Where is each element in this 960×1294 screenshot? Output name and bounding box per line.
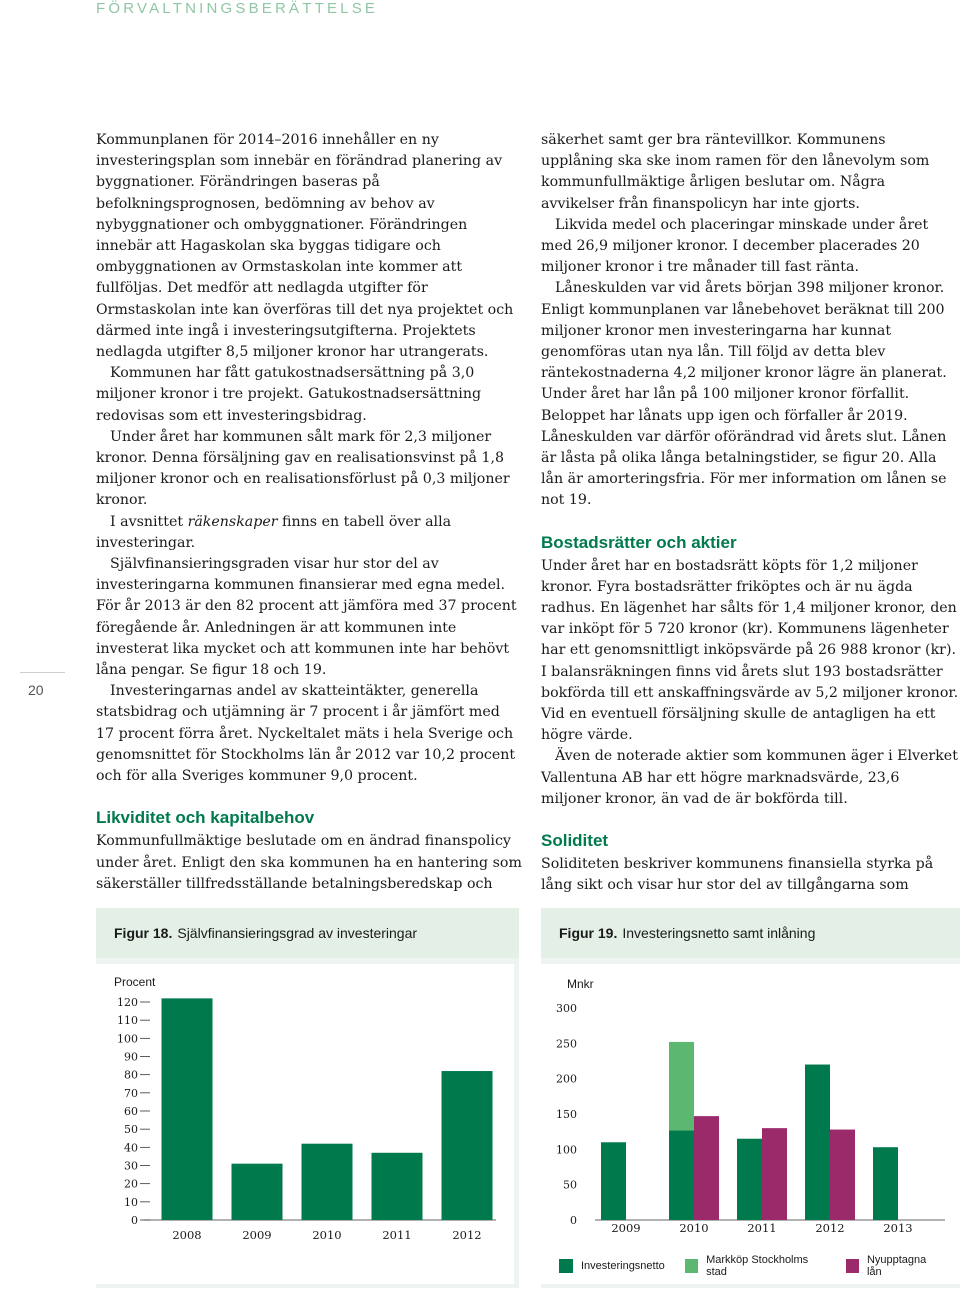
figure-18-chart-area	[96, 964, 514, 1284]
bar-2009	[232, 1164, 283, 1220]
x-tick-label: 2009	[242, 1228, 272, 1242]
x-tick-label: 2009	[611, 1221, 641, 1234]
legend-item	[685, 1254, 826, 1278]
bar-2012	[442, 1071, 493, 1220]
y-tick-label: 20	[124, 1177, 138, 1191]
text-span: I avsnittet	[110, 513, 188, 530]
bar-2008	[162, 998, 213, 1220]
section-header: FÖRVALTNINGSBERÄTTELSE	[96, 0, 379, 17]
paragraph: Kommunplanen för 2014–2016 innehåller en ny investeringsplan som innebär en förändrad planering av byggnationer. Förändringen baseras på befolkningsprognosen, bedömning av behov av nybyggnationer och ombyggnationer. Förändringen innebär att Hagaskolan ska byggas tidigare och ombyggnationen av Ormstaskolan inte kommer att fullföljas. Det medför att nedlagda utgifter för Ormstaskolan inte kan överföras till det nya projektet och därmed inte ingå i investeringsutgifterna. Projektets nedlagda utgifter 8,5 miljoner kronor har utrangerats.	[96, 132, 514, 361]
y-tick-label: 70	[124, 1086, 138, 1100]
page-number-rule	[20, 672, 65, 673]
y-tick-label: 250	[556, 1037, 577, 1051]
y-tick-label: 10	[124, 1195, 138, 1209]
y-tick-label: 50	[563, 1178, 577, 1192]
heading-likviditet: Likviditet och kapitalbehov	[96, 808, 315, 828]
legend-item	[559, 1259, 665, 1273]
y-tick-label: 50	[124, 1123, 138, 1137]
y-tick-label: 100	[556, 1143, 577, 1157]
y-tick-label: 40	[124, 1141, 138, 1155]
figure-18-title: Självfinansieringsgrad av investeringar	[177, 925, 418, 941]
paragraph: Under året har en bostadsrätt köpts för 1,2 miljoner kronor. Fyra bostadsrätter friköptes och är nu ägda radhus. En lägenhet har sålts för 1,4 miljoner kronor, den var inköpt för 5 720 kronor (kr). Kommunens lägenheter har ett genomsnittligt inköpsvärde på 26 988 kronor (kr). I balansräkningen finns vid årets slut 193 bostadsrätter bokförda till ett anskaffningsvärde av 5,2 miljoner kronor. Vid en eventuell försäljning skulle de antagligen ha ett högre värde.	[541, 557, 959, 744]
x-tick-label: 2011	[382, 1228, 412, 1242]
bar-investeringsnetto-2009	[601, 1142, 626, 1220]
x-tick-label: 2013	[883, 1221, 913, 1234]
paragraph: Låneskulden var vid årets början 398 miljoner kronor. Enligt kommunplanen var lånebehovet beräknat till 200 miljoner kronor men investeringarna har kunnat genomföras utan nya lån. Till följd av detta blev räntekostnaderna 4,2 miljoner kronor lägre än planerat. Under året har lån på 100 miljoner kronor förfallit. Beloppet har lånats upp igen och förfaller år 2019. Låneskulden var därför oförändrad vid årets slut. Lånen är låsta på olika långa betalningstider, se figur 20. Alla lån är amorteringsfria. För mer information om lånen se not 19.	[541, 280, 947, 509]
x-tick-label: 2010	[312, 1228, 342, 1242]
heading-bostadsratter: Bostadsrätter och aktier	[541, 532, 737, 552]
legend-swatch	[846, 1259, 859, 1273]
y-axis-label: Mnkr	[567, 977, 594, 991]
figure-19-label: Figur 19.	[559, 925, 618, 941]
legend-swatch	[685, 1259, 698, 1273]
bar-investeringsnetto-2012	[805, 1065, 830, 1220]
bar-investeringsnetto-2011	[737, 1139, 762, 1220]
x-tick-label: 2011	[747, 1221, 777, 1234]
figure-18-chart	[96, 964, 514, 1284]
paragraph: Självfinansieringsgraden visar hur stor del av investeringarna kommunen finansierar med egna medel. För år 2013 är den 82 procent att jämföra med 37 procent föregående år. Anledningen är att kommunen inte investerat lika mycket och att kommunen inte har behövt låna pengar. Se figur 18 och 19.	[96, 556, 517, 679]
legend-label: Nyupptagna lån	[866, 1254, 927, 1278]
bar-2010	[302, 1144, 353, 1220]
text-span: finns en tabell över alla investeringar.	[96, 513, 452, 551]
paragraph: Även de noterade aktier som kommunen äger i Elverket Vallentuna AB har ett högre marknadsvärde, 23,6 miljoner kronor, än vad de är bokförda till.	[541, 748, 958, 807]
heading-soliditet: Soliditet	[541, 831, 609, 851]
bar-investeringsnetto-2013	[873, 1147, 898, 1220]
y-tick-label: 200	[556, 1072, 577, 1086]
paragraph: Under året har kommunen sålt mark för 2,3 miljoner kronor. Denna försäljning gav en realisationsvinst på 1,8 miljoner kronor och en realisationsförlust på 0,3 miljoner kronor.	[96, 428, 510, 509]
figure-19-title-bar	[541, 908, 960, 958]
figure-18-label: Figur 18.	[114, 925, 173, 941]
legend-swatch	[559, 1259, 573, 1273]
y-axis-label: Procent	[114, 975, 156, 989]
figure-19-title: Investeringsnetto samt inlåning	[622, 925, 816, 941]
paragraph: Soliditeten beskriver kommunens finansiella styrka på lång sikt och visar hur stor del av tillgångarna som	[541, 856, 934, 894]
y-tick-label: 100	[117, 1032, 138, 1046]
y-tick-label: 30	[124, 1159, 138, 1173]
bar-2011	[372, 1153, 423, 1220]
paragraph: Kommunfullmäktige beslutade om en ändrad finanspolicy under året. Enligt den ska kommunen ha en hantering som säkerställer tillfredsställande betalningsberedskap och	[96, 833, 522, 892]
figure-18-title-bar	[96, 908, 519, 958]
text-column-right	[541, 130, 960, 897]
legend-item	[846, 1254, 940, 1278]
y-tick-label: 110	[117, 1014, 138, 1028]
y-tick-label: 80	[124, 1068, 138, 1082]
paragraph: Investeringarnas andel av skatteintäkter, generella statsbidrag och utjämning är 7 procent i år jämfört med 17 procent förra året. Nyckeltalet mäts i hela Sverige och genomsnittet för Stockholms län år 2012 var 10,2 procent och för alla Sveriges kommuner 9,0 procent.	[96, 683, 516, 785]
legend-label: Investeringsnetto	[581, 1260, 665, 1272]
figure-19-chart	[541, 964, 960, 1234]
figure-19-chart-area	[541, 964, 960, 1284]
x-tick-label: 2012	[452, 1228, 482, 1242]
y-tick-label: 0	[131, 1214, 138, 1227]
bar-markkop-2010	[669, 1042, 694, 1130]
bar-nyupptagna-lan-2010	[694, 1116, 719, 1220]
y-tick-label: 300	[556, 1002, 577, 1015]
paragraph: Kommunen har fått gatukostnadsersättning på 3,0 miljoner kronor i tre projekt. Gatukostnadsersättning redovisas som ett investeringsbidrag.	[96, 365, 482, 424]
x-tick-label: 2008	[172, 1228, 202, 1242]
paragraph: Likvida medel och placeringar minskade under året med 26,9 miljoner kronor. I december placerades 20 miljoner kronor i tre månader till fast ränta.	[541, 216, 929, 276]
emphasis-text: räkenskaper	[187, 513, 278, 530]
y-tick-label: 120	[117, 996, 138, 1009]
page-number: 20	[28, 682, 44, 698]
y-tick-label: 150	[556, 1108, 577, 1121]
legend-label: Markköp Stockholms stad	[706, 1254, 809, 1278]
paragraph: säkerhet samt ger bra räntevillkor. Kommunens upplåning ska ske inom ramen för den lånevolym som kommunfullmäktige årligen beslutar om. Några avvikelser från finanspolicyn har inte gjorts.	[541, 132, 930, 212]
y-tick-label: 90	[124, 1050, 138, 1064]
bar-nyupptagna-lan-2011	[762, 1128, 787, 1220]
x-tick-label: 2010	[679, 1221, 709, 1234]
figure-19-legend	[559, 1254, 960, 1278]
bar-nyupptagna-lan-2012	[830, 1130, 855, 1220]
text-column-left	[96, 130, 522, 895]
bar-investeringsnetto-2010	[669, 1130, 694, 1220]
y-tick-label: 0	[570, 1214, 577, 1227]
y-tick-label: 60	[124, 1105, 138, 1118]
paragraph	[96, 512, 522, 554]
x-tick-label: 2012	[815, 1221, 845, 1234]
